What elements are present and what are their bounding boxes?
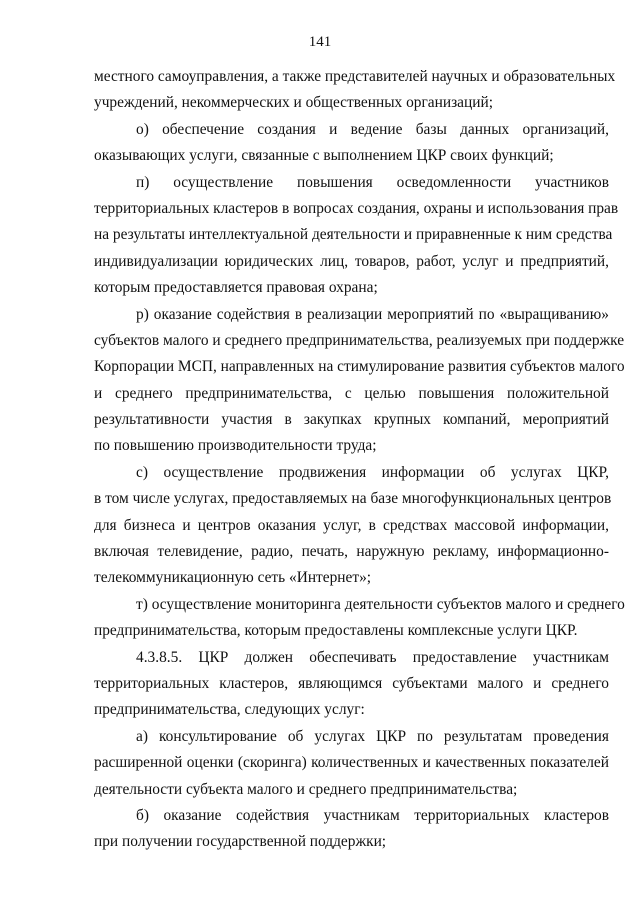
paragraph	[94, 170, 619, 302]
paragraph-line: 4.3.8.5. ЦКР должен обеспечивать предоставление участникам	[136, 648, 609, 666]
paragraph	[94, 302, 625, 460]
paragraph-line: телекоммуникационную сеть «Интернет»;	[94, 569, 372, 587]
paragraph-line: включая телевидение, радио, печать, наружную рекламу, информационно-	[94, 543, 609, 561]
paragraph-line: учреждений, некоммерческих и общественных организаций;	[94, 94, 493, 112]
paragraph-line: местного самоуправления, а также представителей научных и образовательных	[94, 68, 616, 85]
paragraph-line: которым предоставляется правовая охрана;	[94, 279, 378, 297]
paragraph-line: расширенной оценки (скоринга) количественных и качественных показателей	[94, 754, 609, 772]
paragraph	[94, 64, 616, 117]
paragraph	[94, 117, 609, 170]
paragraph	[94, 592, 625, 645]
paragraph	[94, 460, 612, 592]
paragraph-line: р) оказание содействия в реализации мероприятий по «выращиванию»	[136, 305, 609, 323]
paragraph-line: с) осуществление продвижения информации об услугах ЦКР,	[136, 463, 609, 481]
paragraph-line: о) обеспечение создания и ведение базы данных организаций,	[136, 120, 609, 138]
paragraph-line: результативности участия в закупках крупных компаний, мероприятий	[94, 411, 609, 429]
paragraph-line: территориальных кластеров, являющимся субъектами малого и среднего	[94, 674, 609, 692]
paragraph-line: для бизнеса и центров оказания услуг, в средствах массовой информации,	[94, 516, 609, 534]
paragraph	[94, 803, 609, 856]
paragraph	[94, 645, 609, 724]
paragraph-line: при получении государственной поддержки;	[94, 833, 387, 851]
paragraph-line: в том числе услугах, предоставляемых на базе многофункциональных центров	[94, 490, 612, 508]
paragraph-line: деятельности субъекта малого и среднего предпринимательства;	[94, 780, 518, 798]
paragraph-line: Корпорации МСП, направленных на стимулирование развития субъектов малого	[94, 358, 625, 376]
paragraph-line: на результаты интеллектуальной деятельности и приравненные к ним средства	[94, 226, 613, 244]
paragraph-line: оказывающих услуги, связанные с выполнением ЦКР своих функций;	[94, 147, 554, 165]
paragraph-line: субъектов малого и среднего предпринимательства, реализуемых при поддержке	[94, 331, 625, 349]
paragraph-line: и среднего предпринимательства, с целью повышения положительной	[94, 384, 609, 402]
paragraph-line: предпринимательства, следующих услуг:	[94, 701, 365, 719]
paragraph-line: б) оказание содействия участникам территориальных кластеров	[136, 806, 609, 824]
paragraph-line: т) осуществление мониторинга деятельности субъектов малого и среднего	[136, 595, 625, 613]
paragraph-line: по повышению производительности труда;	[94, 437, 377, 455]
paragraph	[94, 724, 609, 803]
paragraph-line: а) консультирование об услугах ЦКР по результатам проведения	[136, 727, 609, 745]
paragraph-line: предпринимательства, которым предоставлены комплексные услуги ЦКР.	[94, 622, 578, 640]
paragraph-line: территориальных кластеров в вопросах создания, охраны и использования прав	[94, 199, 619, 217]
paragraph-line: п) осуществление повышения осведомленности участников	[136, 173, 609, 191]
paragraph-line: индивидуализации юридических лиц, товаров, работ, услуг и предприятий,	[94, 252, 609, 270]
page-number: 141	[308, 34, 332, 50]
document-body	[94, 64, 625, 856]
